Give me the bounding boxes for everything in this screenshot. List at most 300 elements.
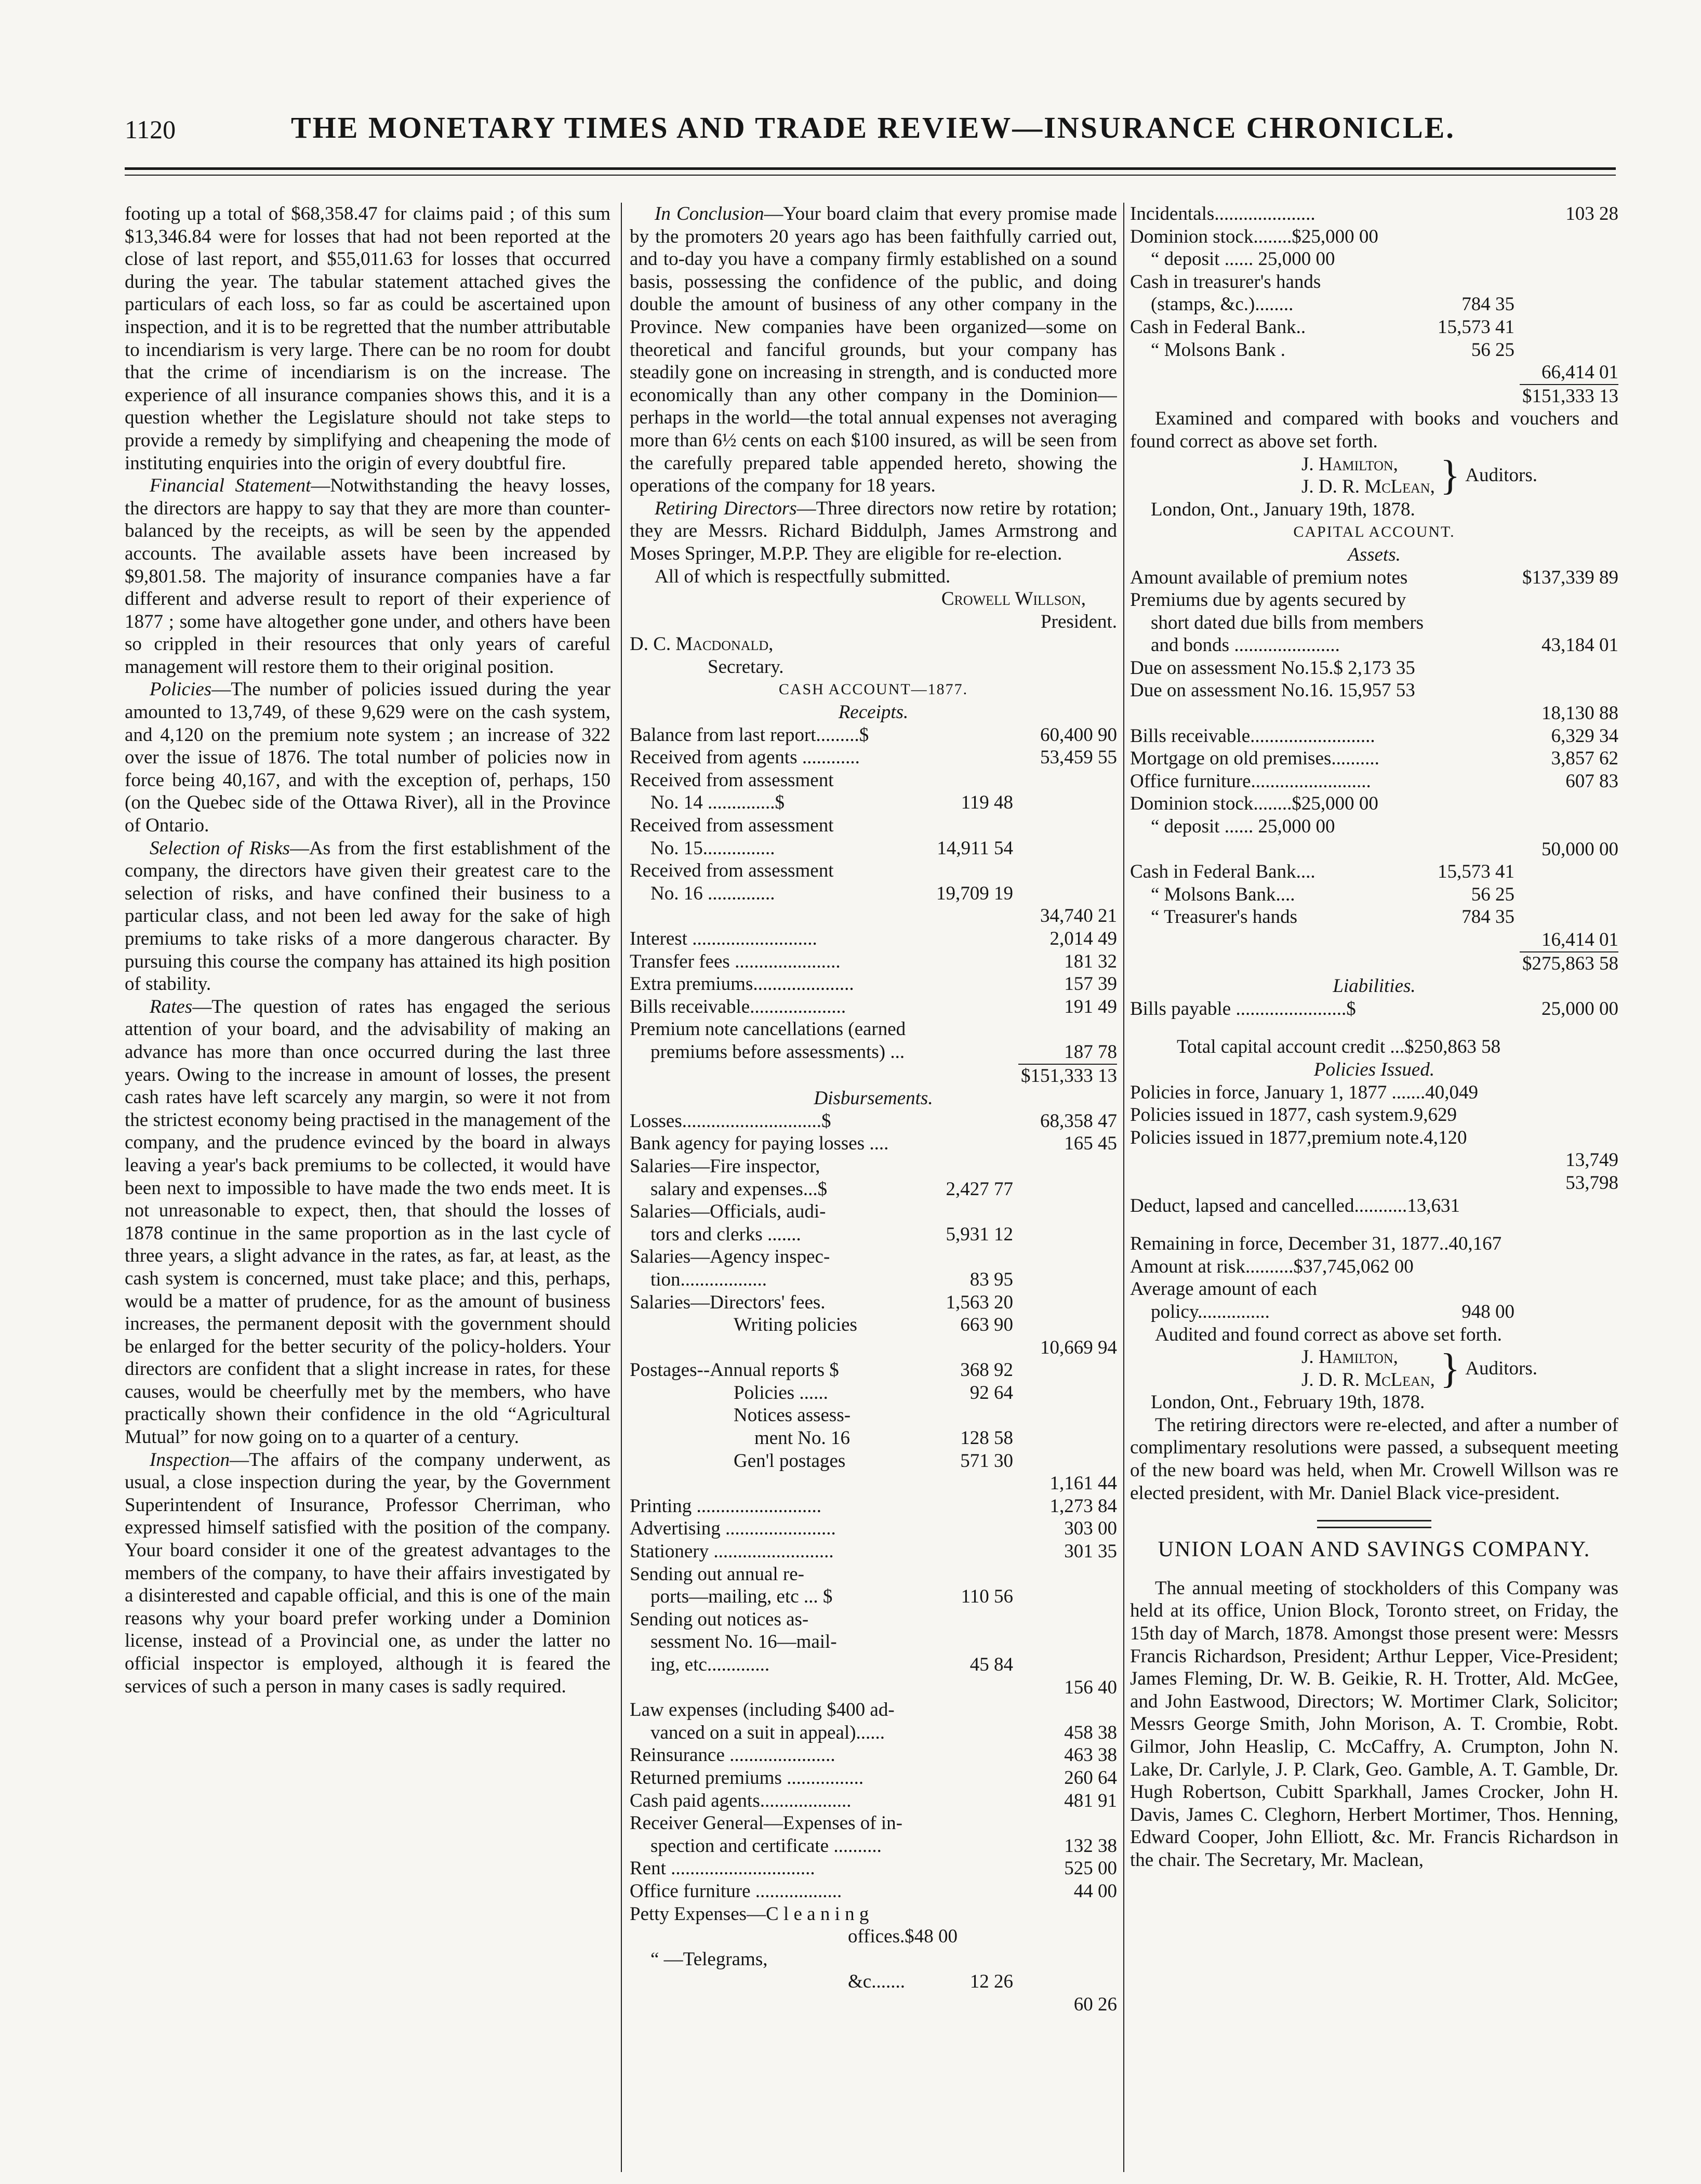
row-amount: 43,184 01: [1541, 634, 1618, 656]
receipts-total: $151,333 13: [1021, 1065, 1117, 1087]
table-row: [630, 837, 1117, 860]
brace-icon: }: [1440, 453, 1460, 499]
row-label: Rent ..............................: [630, 1858, 815, 1879]
table-row: [630, 1018, 1117, 1041]
row-label: “ Molsons Bank....: [1151, 883, 1295, 905]
table-row: [1130, 725, 1618, 748]
row-amount: 60 26: [1073, 1993, 1117, 2015]
table-row: [1130, 612, 1618, 634]
table-row: [630, 1699, 1117, 1722]
table-row: [1130, 226, 1618, 248]
report-paragraph: [125, 837, 610, 996]
row-label: Notices assess-: [734, 1405, 851, 1426]
row-label: No. 15...............: [650, 837, 775, 859]
row-label: Salaries—Agency inspec-: [630, 1246, 830, 1268]
capital-account-heading: CAPITAL ACCOUNT.: [1293, 523, 1455, 541]
paragraph-text: —As from the first establishment of the company, the directors have given their greatest care to the selection of risks, and have confined their business to a particular class, and not been led away for the sake of high premiums to take risks of a more dangerous character. By pursuing this course the company has attained its high position of stability.: [125, 837, 610, 995]
row-label: Interest ..........................: [630, 928, 817, 949]
table-row: [630, 1925, 1117, 1948]
row-subamount: 110 56: [961, 1586, 1013, 1608]
row-label: Received from assessment: [630, 860, 834, 882]
table-row: [630, 1880, 1117, 1903]
paragraph-text: —Your board claim that every promise made by the promoters 20 years ago has been faithfully carried out, and to-day you have a company firmly established on a sound basis, possessing the confidence of the public, and doing double the amount of business of any other company in the Province. New companies have been organized—some on theoretical and fanciful grounds, but your company has steadily gone on increasing in strength, and is conducted more economically than any other company in the Dominion—perhaps in the world—the total annual expenses not averaging more than 6½ cents on each $100 insured, as will be seen from the carefully prepared table appended hereto, showing the operations of the company for 18 years.: [630, 203, 1117, 497]
table-row: [630, 1744, 1117, 1767]
row-label: Remaining in force, December 31, 1877..40,167: [1130, 1233, 1502, 1255]
table-row: [630, 1200, 1117, 1223]
row-label: Policies issued in 1877,premium note.4,120: [1130, 1127, 1467, 1148]
table-row: [630, 1291, 1117, 1314]
report-paragraph: All of which is respectfully submitted.: [655, 565, 951, 587]
table-row: [630, 1517, 1117, 1540]
auditor-name: J. Hamilton,: [1301, 1346, 1398, 1368]
table-row: [1130, 271, 1618, 294]
page-number: 1120: [125, 115, 176, 144]
report-paragraph: [125, 996, 610, 1449]
table-row: [630, 882, 1117, 905]
table-row: [630, 1110, 1117, 1133]
row-subamount: 5,931 12: [946, 1223, 1013, 1245]
row-label: Mortgage on old premises..........: [1130, 748, 1379, 770]
auditors-label: Auditors.: [1465, 1357, 1537, 1379]
row-label: Transfer fees ......................: [630, 950, 841, 972]
row-label: Sending out notices as-: [630, 1608, 809, 1630]
table-row: [630, 1585, 1117, 1608]
row-label: Petty Expenses—C l e a n i n g: [630, 1903, 869, 1925]
row-label: (stamps, &c.)........: [1151, 294, 1294, 315]
row-subamount: 948 00: [1461, 1301, 1514, 1322]
disbursements-heading: Disbursements.: [814, 1088, 933, 1109]
row-label: Deduct, lapsed and cancelled...........13,631: [1130, 1195, 1460, 1216]
row-label: Average amount of each: [1130, 1278, 1317, 1300]
row-label: sessment No. 16—mail-: [650, 1631, 837, 1653]
row-label: Law expenses (including $400 ad-: [630, 1699, 895, 1721]
row-label: Bills receivable..........................: [1130, 725, 1375, 747]
auditor-names: [1130, 1346, 1435, 1391]
row-label: Advertising .......................: [630, 1518, 836, 1540]
row-amount: 156 40: [1064, 1676, 1117, 1698]
row-amount: 1,273 84: [1049, 1495, 1117, 1517]
cash-account-total: $151,333 13: [1522, 385, 1618, 407]
row-label: Losses.............................$: [630, 1110, 831, 1132]
table-row: [1130, 815, 1618, 838]
paragraph-text: —Three directors now retire by rotation; they are Messrs. Richard Biddulph, James Armstrong and Moses Springer, M.P.P. They are eligible for re-election.: [630, 497, 1117, 564]
row-amount: 463 38: [1064, 1744, 1117, 1766]
table-row: [630, 1178, 1117, 1201]
table-row: [630, 905, 1117, 928]
paragraph-heading: In Conclusion: [655, 203, 764, 224]
table-row: [630, 1631, 1117, 1653]
row-label: No. 14 ..............$: [650, 792, 785, 814]
row-amount: 191 49: [1064, 996, 1117, 1017]
row-amount: 481 91: [1064, 1790, 1117, 1811]
table-row: [1130, 770, 1618, 793]
table-row: [1130, 906, 1618, 929]
table-row: [630, 1268, 1117, 1291]
report-paragraph: The retiring directors were re-elected, and after a number of complimentary resolutions were passed, a subsequent meeting of the new board was held, when Mr. Crowell Willson was re elected president, with Mr. Daniel Black vice-president.: [1130, 1414, 1618, 1504]
table-row: [630, 769, 1117, 792]
row-amount: 1,161 44: [1049, 1473, 1117, 1494]
row-label: ing, etc.............: [650, 1654, 770, 1675]
row-subamount: 571 30: [960, 1450, 1013, 1472]
row-amount: 44 00: [1073, 1880, 1117, 1902]
report-paragraph: [630, 497, 1117, 565]
row-subamount: 14,911 54: [937, 837, 1013, 859]
table-row: [1130, 1301, 1618, 1323]
table-row: [630, 1450, 1117, 1473]
column-2: [630, 203, 1117, 2172]
row-subamount: 663 90: [960, 1314, 1013, 1336]
row-subamount: 368 92: [960, 1359, 1013, 1381]
row-label: Salaries—Directors' fees.: [630, 1291, 826, 1313]
row-label: Cash paid agents...................: [630, 1790, 852, 1811]
auditor-name: J. Hamilton,: [1301, 453, 1398, 475]
report-paragraph: [125, 474, 610, 678]
row-label: premiums before assessments) ...: [650, 1041, 905, 1063]
cash-account-heading: CASH ACCOUNT—1877.: [778, 681, 968, 698]
row-label: Bank agency for paying losses ....: [630, 1133, 889, 1155]
row-amount: 157 39: [1064, 973, 1117, 995]
row-label: Writing policies: [734, 1314, 857, 1336]
paragraph-text: —Notwithstanding the heavy losses, the directors are happy to say that they are more than counter-balanced by the receipts, as will be seen by the appended accounts. The available assets have been increased by $9,801.58. The majority of insurance companies have a far different and adverse result to report of their experience of 1877 ; some have altogether gone under, and others have been so crippled in their resources that only years of careful management will restore them to their original position.: [125, 475, 610, 678]
row-subamount: 128 58: [960, 1427, 1013, 1449]
row-label: salary and expenses...$: [650, 1178, 828, 1200]
row-label: spection and certificate ..........: [650, 1835, 882, 1857]
row-amount: 13,749: [1565, 1149, 1618, 1171]
row-label: Policies in force, January 1, 1877 .......40,049: [1130, 1081, 1478, 1103]
row-label: Office furniture ..................: [630, 1880, 842, 1902]
row-label: Extra premiums.....................: [630, 973, 854, 995]
row-subamount: 92 64: [969, 1382, 1013, 1404]
row-amount: 53,798: [1565, 1172, 1618, 1194]
table-row: [1130, 1149, 1618, 1172]
row-label: offices.$48 00: [848, 1926, 958, 1948]
assets-total: $275,863 58: [1522, 952, 1618, 974]
table-row: [630, 1314, 1117, 1336]
row-amount: 132 38: [1064, 1835, 1117, 1857]
paragraph-text: —The question of rates has engaged the serious attention of your board, and the advisability of making an advance has more than once occurred during the last three years. Owing to the increase in amount of losses, the present cash rates have left scarcely any margin, so were it not from the strictest economy being practised in the management of the company, and the prudence evinced by the board in always leaving a year's back premiums to be collected, it would have been next to impossible to have made the two ends meet. It is not unreasonable to expect, then, that should the losses of 1878 continue in the same proportion as in the last cycle of three years, a slight advance in the rates, as far, at least, as the cash system is concerned, must take place; and this, perhaps, would be a matter of prudence, for as the amount of business increases, the permanent deposit with the government should be enlarged for the better security of the policy-holders. Your directors are confident that a slight increase in rates, for these causes, would be cheerfully met by the members, who have practically shown their confidence in the old “Agricultural Mutual” for now going on to a quarter of a century.: [125, 996, 610, 1448]
paragraph-text: —The affairs of the company underwent, as usual, a close inspection during the year, by the Government Superintendent of Insurance, Professor Cherriman, who expressed himself satisfied with the position of the company. Your board consider it one of the greatest advantages to the members of the company, to have their affairs investigated by a disinterested and capable official, and this is one of the main reasons why your board prefer working under a Dominion license, instead of a Provincial one, as under the latter no official inspector is employed, although it is feared the services of such a person in many cases is sadly required.: [125, 1449, 610, 1697]
table-row: [630, 1948, 1117, 1971]
column-divider: [621, 203, 622, 2172]
row-label: Sending out annual re-: [630, 1563, 804, 1585]
row-label: policy...............: [1151, 1301, 1270, 1322]
row-amount: 2,014 49: [1049, 928, 1117, 949]
table-row: [630, 1427, 1117, 1450]
table-row: [630, 1790, 1117, 1812]
row-label: Policies issued in 1877, cash system.9,629: [1130, 1104, 1457, 1126]
row-subamount: 45 84: [969, 1654, 1013, 1675]
dateline: London, Ont., February 19th, 1878.: [1151, 1392, 1425, 1413]
row-amount: $137,339 89: [1522, 566, 1618, 588]
table-row: [630, 1767, 1117, 1790]
paragraph-heading: Inspection: [150, 1449, 230, 1471]
row-label: “ deposit ...... 25,000 00: [1151, 816, 1335, 838]
row-amount: 181 32: [1064, 950, 1117, 972]
paragraph-heading: Rates: [150, 996, 193, 1017]
row-amount: 260 64: [1064, 1767, 1117, 1789]
table-row: [1130, 838, 1618, 861]
row-subamount: 2,427 77: [946, 1178, 1013, 1200]
row-label: Due on assessment No.16. 15,957 53: [1130, 680, 1415, 701]
paragraph-heading: Selection of Risks: [150, 837, 290, 859]
row-amount: 6,329 34: [1551, 725, 1618, 747]
row-amount: 53,459 55: [1040, 747, 1117, 769]
table-row: [1130, 589, 1618, 612]
row-label: Gen'l postages: [734, 1450, 846, 1472]
header-rule-thin: [125, 175, 1616, 176]
row-amount: 34,740 21: [1040, 905, 1117, 927]
row-amount: 10,669 94: [1040, 1336, 1117, 1358]
auditor-name: J. D. R. McLean,: [1301, 1369, 1435, 1391]
row-label: short dated due bills from members: [1151, 612, 1424, 633]
row-amount: 18,130 88: [1541, 703, 1618, 724]
section-divider: [1130, 1520, 1618, 1528]
table-row: [630, 1065, 1117, 1088]
audit-statement: Audited and found correct as above set forth.: [1155, 1323, 1502, 1345]
row-label: Bills payable .......................$: [1130, 998, 1356, 1020]
liabilities-heading: Liabilities.: [1333, 975, 1416, 997]
row-label: Salaries—Fire inspector,: [630, 1155, 820, 1177]
row-subamount: 19,709 19: [936, 882, 1013, 904]
row-label: Received from assessment: [630, 769, 834, 791]
row-label: No. 16 ..............: [650, 882, 775, 904]
row-amount: 187 78: [1064, 1041, 1117, 1063]
table-row: [630, 814, 1117, 837]
table-row: [1130, 679, 1618, 702]
table-row: [1130, 385, 1618, 408]
table-row: [1130, 203, 1618, 226]
row-subamount: 119 48: [961, 792, 1013, 814]
row-amount: 165 45: [1064, 1133, 1117, 1155]
row-label: Salaries—Officials, audi-: [630, 1201, 826, 1223]
table-row: [630, 791, 1117, 814]
row-label: Office furniture.........................: [1130, 770, 1371, 792]
table-row: [630, 1903, 1117, 1926]
row-label: Due on assessment No.15.$ 2,173 35: [1130, 657, 1415, 679]
table-row: [1130, 861, 1618, 883]
table-row: [1130, 293, 1618, 316]
policies-issued-heading: Policies Issued.: [1313, 1058, 1435, 1080]
row-amount: 301 35: [1064, 1541, 1117, 1563]
row-label: Stationery .........................: [630, 1541, 834, 1563]
table-row: [630, 724, 1117, 747]
assets-heading: Assets.: [1348, 544, 1401, 565]
row-label: Returned premiums ................: [630, 1767, 864, 1789]
table-row: [1130, 657, 1618, 680]
table-row: [1130, 792, 1618, 815]
row-label: ment No. 16: [754, 1427, 850, 1449]
table-row: [630, 1223, 1117, 1246]
column-1: [125, 203, 610, 2172]
report-paragraph: The annual meeting of stockholders of this Company was held at its office, Union Block, Toronto street, on Friday, the 15th day of March, 1878. Amongst those present were: Messrs Francis Richardson, President; Arthur Lepper, Vice-President; James Fleming, Dr. W. B. Geikie, R. H. Trotter, Ald. McGee, and John Eastwood, Directors; W. Mortimer Clark, Solicitor; Messrs George Smith, John Morison, A. T. Crombie, Robt. Gilmor, John Heaslip, C. McCaffry, A. Crumpton, John N. Lake, Dr. Carlyle, J. P. Clark, Geo. Gamble, A. T. Gamble, Dr. Hugh Robertson, Cubitt Sparkhall, James Crocker, John H. Davis, James C. Cleghorn, Herbert Mortimer, Thos. Henning, Edward Cooper, John Elliott, &c. Mr. Francis Richardson in the chair. The Secretary, Mr. Maclean,: [1130, 1577, 1618, 1871]
column-divider: [1123, 203, 1124, 2172]
table-row: [1130, 883, 1618, 906]
table-row: [1130, 1255, 1618, 1278]
table-row: [1130, 1172, 1618, 1195]
row-label: Balance from last report.........$: [630, 724, 869, 746]
row-label: Premiums due by agents secured by: [1130, 589, 1406, 611]
auditors-block: [1130, 1346, 1618, 1391]
table-row: [1130, 248, 1618, 271]
row-label: “ Treasurer's hands: [1151, 906, 1298, 928]
row-label: Dominion stock........$25,000 00: [1130, 793, 1378, 815]
paragraph-text: —The number of policies issued during the year amounted to 13,749, of these 9,629 were on the cash system, and 4,120 on the premium note system ; an increase of 322 over the issue of 1876. The total number of policies now in force being 40,167, and with the exception of, perhaps, 150 (on the Quebec side of the Ottawa River), all in the Province of Ontario.: [125, 679, 610, 837]
capital-credit: Total capital account credit ...$250,863 58: [1177, 1036, 1501, 1058]
row-label: ports—mailing, etc ... $: [650, 1586, 833, 1608]
row-label: Amount available of premium notes: [1130, 566, 1408, 588]
table-row: [1130, 316, 1618, 339]
table-row: [630, 1382, 1117, 1405]
receipts-heading: Receipts.: [838, 701, 909, 723]
row-label: Cash in treasurer's hands: [1130, 271, 1321, 293]
table-row: [1130, 634, 1618, 657]
table-row: [630, 1132, 1117, 1155]
row-label: Bills receivable....................: [630, 996, 846, 1017]
table-row: [1130, 339, 1618, 362]
table-row: [630, 1472, 1117, 1495]
table-row: [630, 973, 1117, 996]
table-row: [630, 1359, 1117, 1382]
row-subamount: 56 25: [1471, 883, 1514, 905]
table-row: [630, 746, 1117, 769]
table-row: [630, 1608, 1117, 1631]
signature-name: Crowell Willson,: [941, 588, 1086, 610]
row-subamount: 784 35: [1461, 906, 1514, 928]
table-row: [1130, 998, 1618, 1021]
table-row: [630, 1857, 1117, 1880]
report-paragraph: [630, 203, 1117, 497]
row-label: “ deposit ...... 25,000 00: [1151, 248, 1335, 270]
row-amount: 303 00: [1064, 1518, 1117, 1540]
table-row: [630, 1563, 1117, 1586]
row-label: Cash in Federal Bank..: [1130, 316, 1306, 338]
secretary-title: Secretary.: [708, 656, 784, 678]
auditors-label: Auditors.: [1465, 465, 1537, 486]
table-row: [630, 996, 1117, 1018]
row-label: Premium note cancellations (earned: [630, 1018, 906, 1040]
table-row: [630, 1835, 1117, 1858]
table-row: [630, 1155, 1117, 1178]
row-label: “ Molsons Bank .: [1151, 339, 1285, 361]
row-amount: 103 28: [1565, 203, 1618, 224]
signature-title: President.: [1041, 611, 1117, 632]
row-subamount: 15,573 41: [1438, 861, 1514, 883]
table-row: [1130, 1104, 1618, 1127]
table-row: [1130, 1127, 1618, 1149]
table-row: [1130, 747, 1618, 770]
report-paragraph: [125, 678, 610, 837]
auditors-block: [1130, 453, 1618, 498]
row-label: Printing ..........................: [630, 1495, 821, 1517]
table-row: [630, 1812, 1117, 1835]
table-row: [630, 1653, 1117, 1676]
audit-statement: Examined and compared with books and vouchers and found correct as above set forth.: [1130, 408, 1618, 452]
column-3: [1130, 203, 1618, 2172]
table-row: [1130, 929, 1618, 951]
table-row: [630, 1336, 1117, 1359]
report-paragraph: [125, 1449, 610, 1698]
table-row: [630, 1246, 1117, 1268]
table-row: [630, 1970, 1117, 1993]
header-rule: [125, 167, 1616, 170]
table-row: [630, 928, 1117, 950]
row-subamount: 1,563 20: [946, 1291, 1013, 1313]
row-label: Dominion stock........$25,000 00: [1130, 226, 1378, 247]
table-row: [1130, 1278, 1618, 1301]
secretary-name: D. C. Macdonald,: [630, 633, 774, 655]
row-label: Incidentals.....................: [1130, 203, 1315, 224]
row-label: &c.......: [848, 1971, 905, 1993]
row-label: “ —Telegrams,: [650, 1948, 768, 1970]
page-header: [125, 110, 1621, 157]
row-label: Policies ......: [734, 1382, 828, 1404]
table-row: [1130, 566, 1618, 589]
table-row: [1130, 361, 1618, 384]
table-row: [1130, 1081, 1618, 1104]
row-amount: 66,414 01: [1541, 362, 1618, 383]
row-amount: 16,414 01: [1541, 929, 1618, 950]
row-label: tors and clerks .......: [650, 1223, 801, 1245]
table-row: [630, 1041, 1117, 1064]
table-row: [630, 1495, 1117, 1518]
row-label: tion..................: [650, 1268, 767, 1290]
row-label: vanced on a suit in appeal)......: [650, 1722, 885, 1743]
paragraph-heading: Financial Statement: [150, 475, 311, 497]
auditor-name: J. D. R. McLean,: [1301, 476, 1435, 498]
table-row: [1130, 952, 1618, 975]
table-row: [1130, 702, 1618, 725]
auditor-names: [1130, 453, 1435, 498]
table-row: [1130, 1195, 1618, 1217]
row-amount: 607 83: [1565, 770, 1618, 792]
row-amount: 60,400 90: [1040, 724, 1117, 746]
table-row: [630, 1540, 1117, 1563]
brace-icon: }: [1440, 1345, 1460, 1392]
row-subamount: 784 35: [1461, 294, 1514, 315]
row-label: Received from agents ............: [630, 747, 860, 769]
table-row: [630, 859, 1117, 882]
row-label: Reinsurance ......................: [630, 1744, 835, 1766]
report-paragraph: footing up a total of $68,358.47 for claims paid ; of this sum $13,346.84 were for losses that had not been reported at the close of last report, and $55,011.63 for losses that occurred during the year. The tabular statement attached gives the particulars of each loss, so far as could be ascertained upon inspection, and it is to be regretted that the number attributable to incendiarism is very large. There can be no room for doubt that the crime of incendiarism is on the increase. The experience of all insurance companies shows this, and it is a question whether the Legislature should not take steps to provide a remedy by simplifying and cheapening the mode of instituting enquiries into the origin of every doubtful fire.: [125, 203, 610, 474]
table-row: [630, 1722, 1117, 1744]
row-amount: 25,000 00: [1541, 998, 1618, 1020]
table-row: [1130, 1233, 1618, 1255]
row-amount: 458 38: [1064, 1722, 1117, 1743]
row-label: Received from assessment: [630, 815, 834, 837]
row-amount: 68,358 47: [1040, 1110, 1117, 1132]
table-row: [630, 950, 1117, 973]
row-amount: 3,857 62: [1551, 748, 1618, 770]
paragraph-heading: Policies: [150, 679, 212, 700]
row-label: Postages--Annual reports $: [630, 1359, 839, 1381]
union-loan-heading: UNION LOAN AND SAVINGS COMPANY.: [1158, 1538, 1591, 1562]
table-row: [630, 1404, 1117, 1427]
row-subamount: 15,573 41: [1438, 316, 1514, 338]
row-amount: 525 00: [1064, 1858, 1117, 1879]
publication-title: THE MONETARY TIMES AND TRADE REVIEW—INSURANCE CHRONICLE.: [291, 111, 1455, 144]
row-amount: 50,000 00: [1541, 838, 1618, 860]
row-label: Amount at risk..........$37,745,062 00: [1130, 1255, 1414, 1277]
row-label: Receiver General—Expenses of in-: [630, 1812, 902, 1834]
row-subamount: 83 95: [969, 1268, 1013, 1290]
row-label: Cash in Federal Bank....: [1130, 861, 1315, 883]
dateline: London, Ont., January 19th, 1878.: [1151, 498, 1415, 520]
row-subamount: 56 25: [1471, 339, 1514, 361]
table-row: [630, 1993, 1117, 2016]
row-label: and bonds ......................: [1151, 634, 1340, 656]
table-row: [630, 1676, 1117, 1699]
row-subamount: 12 26: [969, 1971, 1013, 1993]
